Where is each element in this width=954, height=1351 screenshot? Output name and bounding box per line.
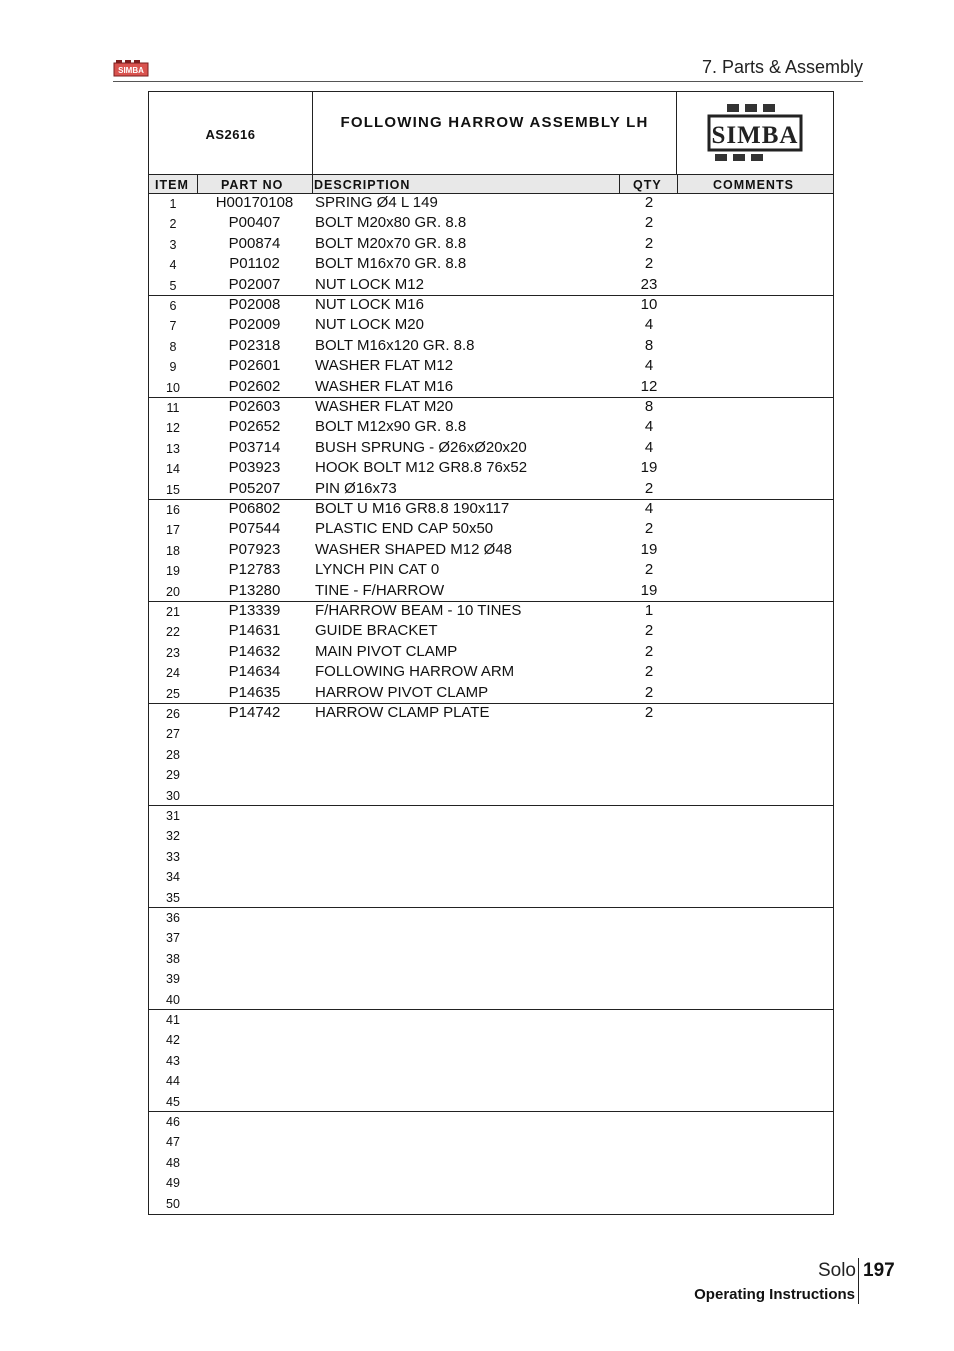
table-row bbox=[149, 1112, 833, 1132]
item-number: 13 bbox=[166, 441, 180, 456]
part-qty: 2 bbox=[644, 194, 654, 211]
part-description: F/HARROW BEAM - 10 TINES bbox=[315, 602, 522, 619]
part-number: P01102 bbox=[229, 255, 280, 273]
part-description: HOOK BOLT M12 GR8.8 76x52 bbox=[315, 459, 528, 477]
part-description: MAIN PIVOT CLAMP bbox=[315, 642, 458, 660]
part-description: SPRING Ø4 L 149 bbox=[315, 194, 438, 211]
part-number: P07544 bbox=[228, 520, 281, 538]
item-number: 5 bbox=[169, 278, 177, 293]
col-item: ITEM bbox=[155, 178, 189, 192]
item-number: 3 bbox=[169, 237, 177, 252]
table-row bbox=[149, 541, 833, 561]
table-row bbox=[149, 643, 833, 663]
item-number: 8 bbox=[169, 339, 177, 354]
part-number: H00170108 bbox=[215, 194, 294, 211]
item-number: 46 bbox=[166, 1115, 180, 1129]
table-row bbox=[149, 1092, 833, 1112]
row-group bbox=[149, 704, 833, 806]
part-description: BOLT M16x70 GR. 8.8 bbox=[315, 255, 467, 273]
row-group bbox=[149, 1112, 833, 1214]
part-qty: 1 bbox=[644, 602, 654, 619]
part-qty: 23 bbox=[640, 275, 658, 293]
table-row bbox=[149, 969, 833, 989]
col-divider bbox=[677, 174, 678, 194]
simba-logo-cell bbox=[677, 92, 833, 174]
part-number: P02602 bbox=[228, 377, 281, 395]
table-row bbox=[149, 990, 833, 1010]
part-qty: 2 bbox=[644, 561, 654, 579]
simba-logo-text: SIMBA bbox=[711, 122, 799, 149]
part-qty: 2 bbox=[644, 683, 654, 701]
part-qty: 4 bbox=[644, 438, 654, 456]
table-row bbox=[149, 724, 833, 744]
part-description: TINE - F/HARROW bbox=[315, 581, 445, 599]
item-number: 35 bbox=[166, 890, 180, 905]
item-number: 12 bbox=[166, 421, 180, 436]
part-number: P13280 bbox=[228, 581, 281, 599]
item-number: 33 bbox=[166, 849, 180, 864]
footer-divider bbox=[858, 1258, 859, 1304]
item-number: 30 bbox=[166, 788, 180, 803]
table-row bbox=[149, 337, 833, 357]
table-row bbox=[149, 1051, 833, 1071]
table-row bbox=[149, 663, 833, 683]
row-group bbox=[149, 296, 833, 398]
item-number: 10 bbox=[166, 380, 180, 395]
part-number: P02008 bbox=[228, 296, 281, 313]
part-description: BOLT M16x120 GR. 8.8 bbox=[315, 336, 475, 354]
part-qty: 19 bbox=[640, 581, 658, 599]
part-number: P05207 bbox=[228, 479, 281, 497]
page-number: 197 bbox=[863, 1260, 895, 1281]
part-description: BUSH SPRUNG - Ø26xØ20x20 bbox=[315, 438, 527, 456]
part-number: P14742 bbox=[228, 704, 281, 721]
column-headers bbox=[149, 174, 833, 194]
item-number: 31 bbox=[166, 809, 180, 823]
part-number: P02601 bbox=[228, 357, 281, 375]
table-row bbox=[149, 316, 833, 336]
item-number: 21 bbox=[166, 605, 180, 619]
table-row bbox=[149, 500, 833, 520]
part-qty: 4 bbox=[644, 500, 654, 517]
row-group bbox=[149, 806, 833, 908]
part-qty: 2 bbox=[644, 255, 654, 273]
part-description: LYNCH PIN CAT 0 bbox=[315, 561, 440, 579]
item-number: 40 bbox=[166, 992, 180, 1007]
item-number: 6 bbox=[169, 299, 177, 313]
part-qty: 12 bbox=[640, 377, 658, 395]
part-number: P13339 bbox=[228, 602, 281, 619]
part-qty: 10 bbox=[640, 296, 658, 313]
item-number: 48 bbox=[166, 1155, 180, 1170]
part-qty: 2 bbox=[644, 704, 654, 721]
part-qty: 2 bbox=[644, 622, 654, 640]
table-row bbox=[149, 684, 833, 704]
col-divider bbox=[197, 174, 198, 194]
part-description: WASHER SHAPED M12 Ø48 bbox=[315, 540, 512, 558]
item-number: 17 bbox=[166, 523, 180, 538]
part-qty: 4 bbox=[644, 316, 654, 334]
item-number: 7 bbox=[169, 319, 177, 334]
item-number: 43 bbox=[166, 1053, 180, 1068]
part-qty: 8 bbox=[644, 398, 654, 415]
table-row bbox=[149, 418, 833, 438]
item-number: 19 bbox=[166, 564, 180, 579]
table-row bbox=[149, 276, 833, 296]
col-description: DESCRIPTION bbox=[314, 178, 411, 192]
part-description: HARROW PIVOT CLAMP bbox=[315, 683, 489, 701]
part-number: P02007 bbox=[228, 275, 281, 293]
table-row bbox=[149, 296, 833, 316]
part-number: P07923 bbox=[228, 540, 281, 558]
part-number: P14634 bbox=[228, 663, 281, 681]
section-title: 7. Parts & Assembly bbox=[701, 57, 863, 77]
part-qty: 8 bbox=[644, 336, 654, 354]
item-number: 25 bbox=[166, 686, 180, 701]
row-group bbox=[149, 602, 833, 704]
col-comments: COMMENTS bbox=[713, 178, 794, 192]
table-row bbox=[149, 786, 833, 806]
row-group bbox=[149, 500, 833, 602]
part-number: P02318 bbox=[228, 336, 281, 354]
table-row bbox=[149, 480, 833, 500]
part-qty: 2 bbox=[644, 479, 654, 497]
item-number: 47 bbox=[166, 1135, 180, 1150]
assembly-ref: AS2616 bbox=[205, 126, 256, 142]
item-number: 34 bbox=[166, 870, 180, 885]
part-description: HARROW CLAMP PLATE bbox=[315, 704, 490, 721]
part-number: P02603 bbox=[228, 398, 281, 415]
item-number: 2 bbox=[169, 217, 177, 232]
item-number: 18 bbox=[166, 543, 180, 558]
table-row bbox=[149, 1173, 833, 1193]
item-number: 27 bbox=[166, 727, 180, 742]
part-description: WASHER FLAT M12 bbox=[315, 357, 454, 375]
table-row bbox=[149, 826, 833, 846]
item-number: 23 bbox=[166, 645, 180, 660]
item-number: 29 bbox=[166, 768, 180, 783]
part-number: P03714 bbox=[228, 438, 281, 456]
part-qty: 2 bbox=[644, 663, 654, 681]
item-number: 22 bbox=[166, 625, 180, 640]
item-number: 36 bbox=[166, 911, 180, 925]
part-number: P02652 bbox=[228, 418, 281, 436]
table-row bbox=[149, 622, 833, 642]
part-number: P14635 bbox=[228, 683, 281, 701]
part-description: BOLT U M16 GR8.8 190x117 bbox=[315, 500, 510, 517]
simba-logo bbox=[705, 102, 805, 164]
table-row bbox=[149, 194, 833, 214]
table-row bbox=[149, 561, 833, 581]
parts-list-table bbox=[148, 91, 834, 1215]
part-description: BOLT M20x80 GR. 8.8 bbox=[315, 214, 467, 232]
part-number: P14631 bbox=[228, 622, 281, 640]
part-number: P06802 bbox=[228, 500, 281, 517]
table-row bbox=[149, 908, 833, 928]
table-row bbox=[149, 1194, 833, 1214]
table-row bbox=[149, 867, 833, 887]
part-number: P00874 bbox=[228, 234, 281, 252]
part-description: WASHER FLAT M20 bbox=[315, 398, 454, 415]
table-row bbox=[149, 1132, 833, 1152]
row-group bbox=[149, 398, 833, 500]
item-number: 37 bbox=[166, 931, 180, 946]
item-number: 44 bbox=[166, 1074, 180, 1089]
table-row bbox=[149, 520, 833, 540]
item-number: 50 bbox=[166, 1196, 180, 1211]
item-number: 1 bbox=[169, 197, 177, 211]
part-qty: 4 bbox=[644, 418, 654, 436]
part-number: P14632 bbox=[228, 642, 281, 660]
table-row bbox=[149, 378, 833, 398]
table-row bbox=[149, 459, 833, 479]
table-row bbox=[149, 214, 833, 234]
item-number: 41 bbox=[166, 1013, 180, 1027]
col-divider bbox=[312, 174, 313, 194]
part-description: FOLLOWING HARROW ARM bbox=[315, 663, 515, 681]
footer-subtitle: Operating Instructions bbox=[694, 1286, 855, 1303]
table-row bbox=[149, 602, 833, 622]
table-row bbox=[149, 1010, 833, 1030]
header-rule bbox=[113, 81, 863, 82]
item-number: 39 bbox=[166, 972, 180, 987]
table-row bbox=[149, 847, 833, 867]
row-group bbox=[149, 908, 833, 1010]
table-row bbox=[149, 888, 833, 908]
table-row bbox=[149, 765, 833, 785]
item-number: 49 bbox=[166, 1176, 180, 1191]
item-number: 26 bbox=[166, 707, 180, 721]
item-number: 11 bbox=[166, 401, 180, 415]
item-number: 32 bbox=[166, 829, 180, 844]
item-number: 15 bbox=[166, 482, 180, 497]
row-group bbox=[149, 194, 833, 296]
simba-small-logo bbox=[113, 60, 149, 78]
item-number: 9 bbox=[169, 360, 177, 375]
item-number: 38 bbox=[166, 951, 180, 966]
part-number: P02009 bbox=[228, 316, 281, 334]
part-qty: 19 bbox=[640, 540, 658, 558]
table-row bbox=[149, 582, 833, 602]
item-number: 45 bbox=[166, 1094, 180, 1109]
col-divider bbox=[619, 174, 620, 194]
table-row bbox=[149, 806, 833, 826]
part-number: P03923 bbox=[228, 459, 281, 477]
item-number: 4 bbox=[169, 258, 177, 273]
part-description: NUT LOCK M20 bbox=[315, 316, 424, 334]
footer-product: Solo bbox=[817, 1260, 856, 1281]
part-description: NUT LOCK M16 bbox=[315, 296, 424, 313]
item-number: 20 bbox=[166, 584, 180, 599]
part-description: BOLT M12x90 GR. 8.8 bbox=[315, 418, 467, 436]
part-number: P00407 bbox=[228, 214, 281, 232]
part-qty: 2 bbox=[644, 642, 654, 660]
table-row bbox=[149, 704, 833, 724]
part-qty: 2 bbox=[644, 234, 654, 252]
part-qty: 19 bbox=[640, 459, 658, 477]
part-qty: 2 bbox=[644, 214, 654, 232]
part-description: GUIDE BRACKET bbox=[315, 622, 438, 640]
part-qty: 2 bbox=[644, 520, 654, 538]
table-row bbox=[149, 235, 833, 255]
item-number: 24 bbox=[166, 666, 180, 681]
table-row bbox=[149, 398, 833, 418]
table-row bbox=[149, 1071, 833, 1091]
item-number: 28 bbox=[166, 747, 180, 762]
item-number: 14 bbox=[166, 462, 180, 477]
row-group bbox=[149, 1010, 833, 1112]
table-row bbox=[149, 357, 833, 377]
col-qty: QTY bbox=[633, 178, 662, 192]
part-description: WASHER FLAT M16 bbox=[315, 377, 454, 395]
item-number: 42 bbox=[166, 1033, 180, 1048]
table-row bbox=[149, 1030, 833, 1050]
table-row bbox=[149, 949, 833, 969]
table-body bbox=[149, 194, 833, 1214]
table-row bbox=[149, 255, 833, 275]
col-part-no: PART NO bbox=[221, 178, 284, 192]
table-row bbox=[149, 745, 833, 765]
part-description: NUT LOCK M12 bbox=[315, 275, 424, 293]
table-row bbox=[149, 439, 833, 459]
table-row bbox=[149, 928, 833, 948]
assembly-title: FOLLOWING HARROW ASSEMBLY LH bbox=[312, 92, 677, 174]
part-description: BOLT M20x70 GR. 8.8 bbox=[315, 234, 467, 252]
part-description: PIN Ø16x73 bbox=[315, 479, 397, 497]
part-qty: 4 bbox=[644, 357, 654, 375]
part-number: P12783 bbox=[228, 561, 281, 579]
part-description: PLASTIC END CAP 50x50 bbox=[315, 520, 494, 538]
table-row bbox=[149, 1153, 833, 1173]
item-number: 16 bbox=[166, 503, 180, 517]
simba-small-logo-text: SIMBA bbox=[118, 66, 144, 75]
